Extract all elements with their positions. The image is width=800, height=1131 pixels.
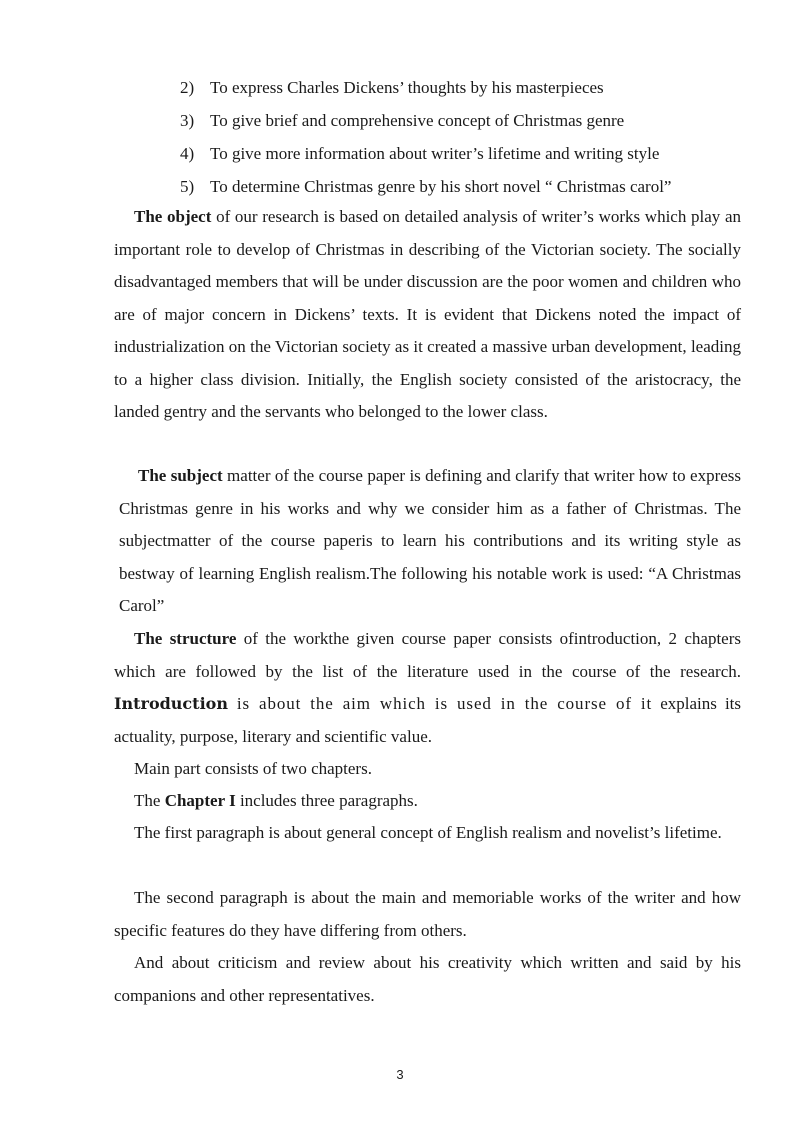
list-item — [180, 109, 760, 142]
list-number: 3) — [180, 111, 195, 130]
introduction-text: is about the aim which is used in the course of it — [227, 694, 653, 713]
object-label: The object — [134, 207, 212, 226]
list-item — [180, 142, 760, 175]
list-text: To give brief and comprehensive concept of Christmas genre — [210, 111, 625, 130]
subject-text: matter of the course paper is defining and clarify that writer how to express Christmas genre in his works and why we consider him as a father of Christmas. The subjectmatter of the course paperis to learn his contributions and its writing style as bestway of learning English realism.The following his notable work is used: “A Christmas Carol” — [119, 466, 742, 615]
list-text: To express Charles Dickens’ thoughts by his masterpieces — [210, 78, 604, 97]
list-number: 4) — [180, 144, 195, 163]
chapter-text: includes three paragraphs. — [235, 791, 418, 810]
object-text: of our research is based on detailed analysis of writer’s works which play an important role to develop of Christmas in describing of the Victorian society. The socially disadvantaged members that will be under discussion are the poor women and children who are of major concern in Dickens’ texts. It is evident that Dickens noted the impact of industrialization on the Victorian society as it created a massive urban development, leading to a higher class division. Initially, the English society consisted of the aristocracy, the landed gentry and the servants who belonged to the lower class. — [114, 207, 741, 421]
introduction-label: Introduction — [114, 694, 228, 713]
structure-label: The structure — [134, 629, 237, 648]
structure-text: of the workthe given course paper consists ofintroduction, 2 chapters which are followed by the list of the literature used in the course of the research. — [114, 629, 741, 681]
chapter-label: Chapter I — [164, 791, 236, 810]
structure-paragraph — [114, 623, 741, 753]
subject-label: The subject — [138, 466, 223, 485]
chapter-prefix: The — [134, 791, 165, 810]
third-paragraph: And about criticism and review about his creativity which written and said by his companions and other representatives. — [114, 953, 741, 1005]
page-number: 3 — [396, 1067, 404, 1082]
chapter-paragraph — [114, 785, 741, 818]
main-part-paragraph: Main part consists of two chapters. — [134, 759, 372, 778]
structure-tail-text: explains its actuality, purpose, literary and scientific value. — [114, 694, 742, 746]
list-item — [180, 76, 760, 109]
subject-paragraph — [119, 460, 741, 623]
list-number: 5) — [180, 177, 195, 196]
second-paragraph: The second paragraph is about the main and memoriable works of the writer and how specific features do they have differing from others. — [114, 888, 741, 940]
list-text: To give more information about writer’s lifetime and writing style — [210, 144, 660, 163]
list-text: To determine Christmas genre by his short novel “ Christmas carol” — [210, 177, 672, 196]
list-number: 2) — [180, 78, 195, 97]
first-paragraph: The first paragraph is about general concept of English realism and novelist’s lifetime. — [134, 823, 722, 842]
object-paragraph — [114, 201, 741, 429]
objectives-list — [180, 76, 760, 208]
